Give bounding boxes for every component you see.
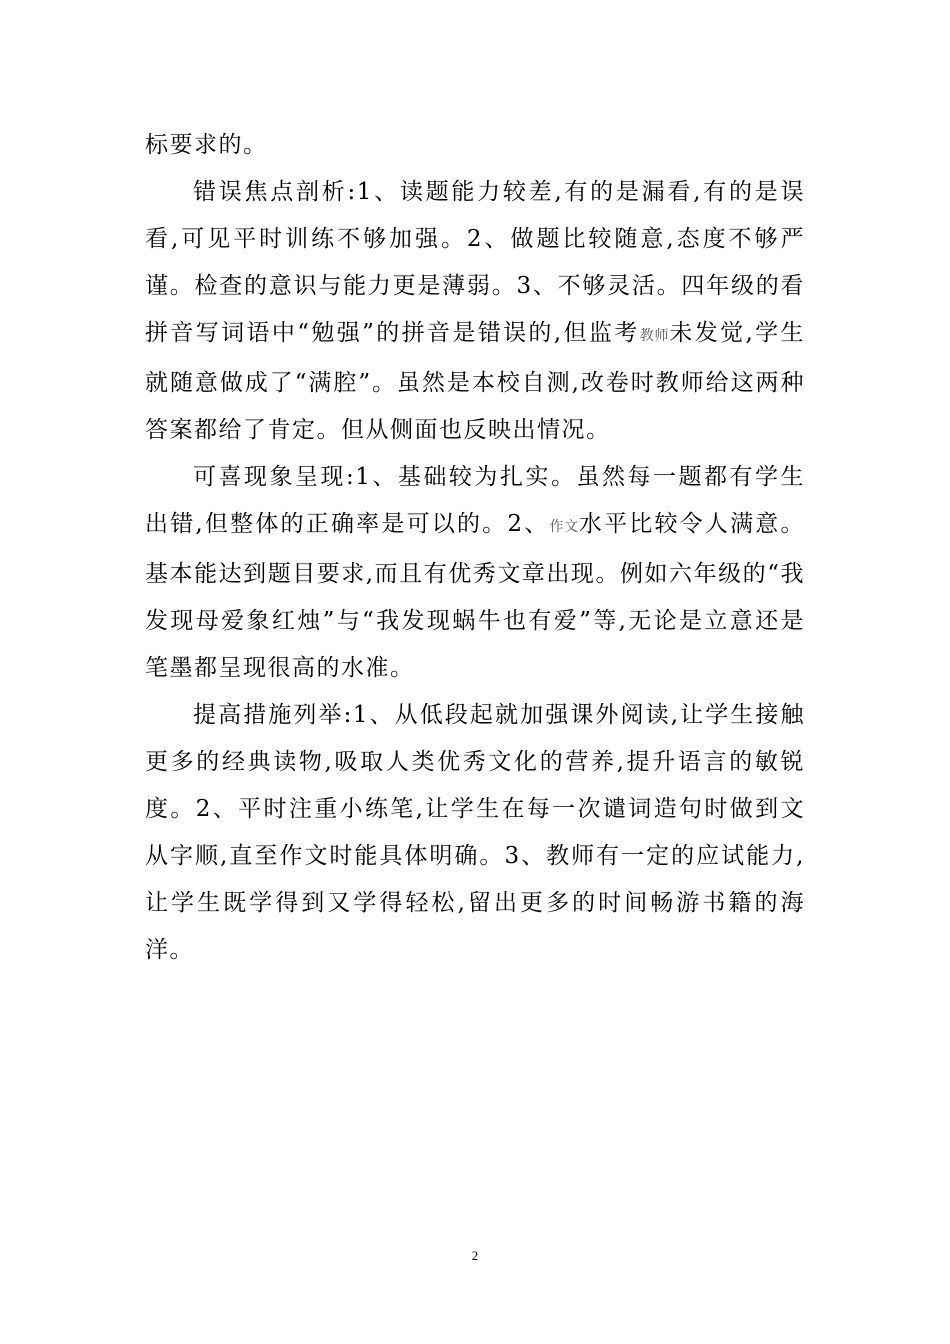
paragraph-text: 水平比较令人满意。基本能达到题目要求,而且有优秀文章出现。例如六年级的“我发现母爱象红烛”与“我发现蜗牛也有爱”等,无论是立意还是笔墨都呈现很高的水准。 <box>145 511 806 681</box>
paragraph-text: 标要求的。 <box>145 132 268 158</box>
paragraph-text: 未发觉,学生就随意做成了“满腔”。虽然是本校自测,改卷时教师给这两种答案都给了肯定。但从侧面也反映出情况。 <box>145 320 806 443</box>
document-body <box>145 122 805 974</box>
paragraph-continuation <box>145 122 805 169</box>
paragraph-positive-findings <box>145 454 805 692</box>
paragraph-text: 可喜现象呈现:1、基础较为扎实。虽然每一题都有学生出错,但整体的正确率是可以的。2、 <box>145 464 805 537</box>
paragraph-error-analysis <box>145 169 805 454</box>
page-number: 2 <box>471 1248 479 1263</box>
inline-small-text: 教师 <box>639 328 670 344</box>
paragraph-text: 提高措施列举:1、从低段起就加强课外阅读,让学生接触更多的经典读物,吸取人类优秀文化的营养,提升语言的敏锐度。2、平时注重小练笔,让学生在每一次谴词造句时做到文从字顺,直至作文时能具体明确。3、教师有一定的应试能力,让学生既学得到又学得轻松,留出更多的时间畅游书籍的海洋。 <box>145 702 805 963</box>
inline-small-text: 作文 <box>549 519 579 535</box>
paragraph-improvement-measures <box>145 692 805 974</box>
paragraph-text: 错误焦点剖析:1、读题能力较差,有的是漏看,有的是误看,可见平时训练不够加强。2、做题比较随意,态度不够严谨。检查的意识与能力更是薄弱。3、不够灵活。四年级的看拼音写词语中“勉强”的拼音是错误的,但监考 <box>145 179 805 346</box>
